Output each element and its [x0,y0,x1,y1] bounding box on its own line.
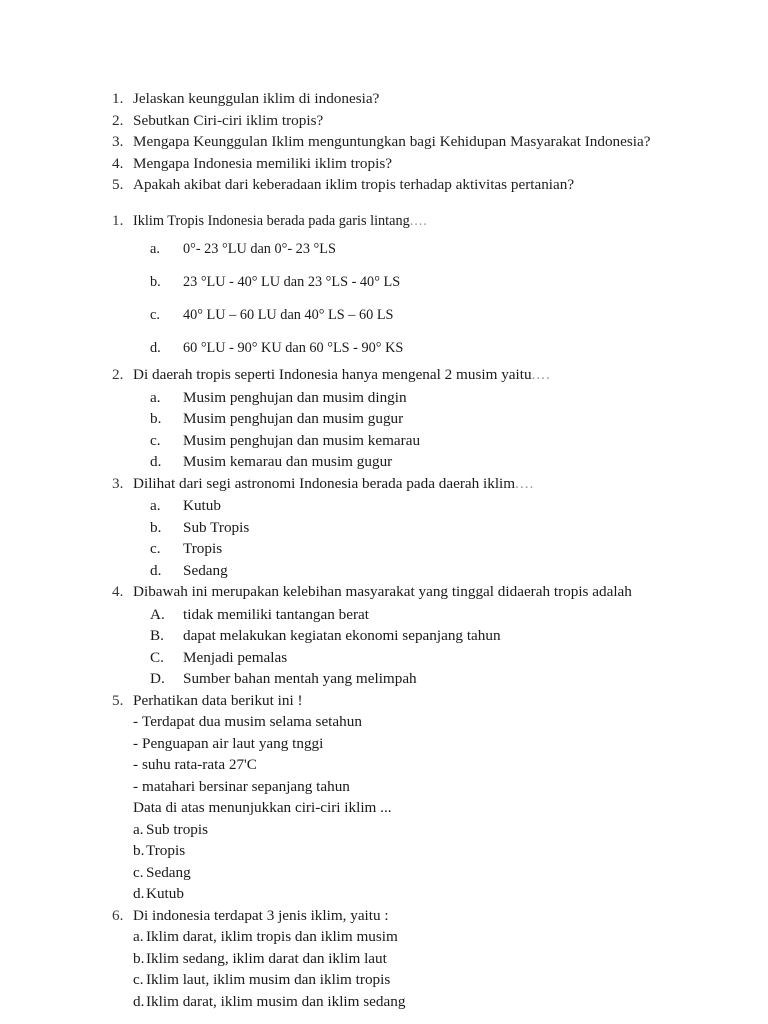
option-row[interactable] [112,430,692,452]
essay-item [112,131,692,153]
option-row[interactable] [112,495,692,517]
option-text: Kutub [183,497,221,515]
option-row[interactable] [112,387,692,409]
option-list [112,604,692,690]
question-number: 1. [112,211,124,229]
option-text: 60 °LU - 90° KU dan 60 °LS - 90° KS [183,339,404,357]
option-letter: a. [150,497,161,515]
option-row[interactable] [133,969,692,991]
option-letter: b. [133,949,145,967]
data-list-item [133,754,692,776]
question-line [112,473,692,495]
option-letter: b. [150,518,162,536]
option-text: Tropis [183,540,223,558]
option-text: Musim kemarau dan musim gugur [183,453,393,471]
option-text: dapat melakukan kegiatan ekonomi sepanjang tahun [183,627,501,645]
multiple-choice-list [112,210,692,1013]
option-letter: d. [150,339,161,357]
option-row[interactable] [133,991,692,1013]
mc-question-1 [112,210,692,365]
mc-question-2 [112,364,692,473]
mc-question-5 [112,690,692,905]
data-text: suhu rata-rata 27'C [142,756,257,774]
option-letter: c. [150,306,160,324]
question-line [112,210,692,232]
option-row[interactable] [133,883,692,905]
option-text: Iklim darat, iklim tropis dan iklim musim [146,928,398,946]
essay-item [112,110,692,132]
option-text: Menjadi pemalas [183,648,288,666]
essay-question-list [112,88,692,196]
question-body: Dibawah ini merupakan kelebihan masyarakat yang tinggal didaerah tropis adalah [133,583,632,601]
essay-text: Sebutkan Ciri-ciri iklim tropis? [133,111,324,129]
dash-marker: - [133,734,139,752]
question-line [112,364,692,386]
option-text: Sedang [183,561,228,579]
option-text: Musim penghujan dan musim dingin [183,388,407,406]
question-body: Iklim Tropis Indonesia berada pada garis lintang [133,211,410,229]
option-text: Kutub [146,885,184,903]
essay-text: Mengapa Indonesia memiliki iklim tropis? [133,154,392,172]
document-content [112,88,692,1012]
option-letter: c. [133,863,144,881]
option-row[interactable] [112,604,692,626]
option-text: 23 °LU - 40° LU dan 23 °LS - 40° LS [183,273,401,291]
option-row[interactable] [112,625,692,647]
question-text [133,364,692,386]
question-line [112,905,692,927]
option-letter: b. [150,410,162,428]
option-row[interactable] [133,819,692,841]
question-line [112,581,692,603]
option-row[interactable] [112,265,692,298]
option-row[interactable] [112,408,692,430]
question-number: 2. [112,366,124,384]
option-letter: d. [150,453,162,471]
option-text: Musim penghujan dan musim gugur [183,410,404,428]
option-letter: b. [150,273,161,291]
option-letter: c. [133,971,144,989]
option-row[interactable] [112,668,692,690]
option-letter: c. [150,431,161,449]
option-row[interactable] [112,538,692,560]
essay-item [112,174,692,196]
option-text: Iklim laut, iklim musim dan iklim tropis [146,971,391,989]
data-list-item [133,776,692,798]
question-ellipsis: .... [531,366,551,384]
option-letter: d. [133,992,145,1010]
essay-item [112,153,692,175]
essay-item [112,88,692,110]
dash-marker: - [133,777,139,795]
data-text: Terdapat dua musim selama setahun [142,713,362,731]
question-line [112,690,692,712]
question-text [133,210,658,232]
option-row[interactable] [112,331,692,364]
option-list [112,232,692,364]
option-row[interactable] [112,298,692,331]
essay-number: 5. [112,176,124,194]
question-number: 4. [112,583,124,601]
question-text: Perhatikan data berikut ini ! [133,691,303,709]
option-text: Iklim sedang, iklim darat dan iklim laut [146,949,387,967]
option-row[interactable] [133,948,692,970]
option-list [112,387,692,473]
data-text: matahari bersinar sepanjang tahun [142,777,350,795]
option-letter: d. [150,561,162,579]
option-text: Musim penghujan dan musim kemarau [183,431,421,449]
question-body: Dilihat dari segi astronomi Indonesia berada pada daerah iklim [133,474,516,492]
option-list [133,819,692,905]
question-number: 3. [112,474,124,492]
option-row[interactable] [133,840,692,862]
option-letter: a. [133,820,144,838]
mc-question-6 [112,905,692,1013]
question-number: 5. [112,691,124,709]
question-prompt: Data di atas menunjukkan ciri-ciri iklim ... [133,799,392,817]
dash-marker: - [133,713,139,731]
option-row[interactable] [133,926,692,948]
mc-question-3 [112,473,692,582]
option-list [112,495,692,581]
option-letter: a. [133,928,144,946]
option-text: 0°- 23 °LU dan 0°- 23 °LS [183,240,336,258]
question-option-block [112,926,692,1012]
option-text: 40° LU – 60 LU dan 40° LS – 60 LS [183,306,394,324]
question-body: Di daerah tropis seperti Indonesia hanya mengenal 2 musim yaitu [133,366,532,384]
option-row[interactable] [112,451,692,473]
option-text: Sub Tropis [183,518,250,536]
option-letter: A. [150,605,165,623]
option-letter: C. [150,648,164,666]
option-letter: D. [150,670,165,688]
question-text: Di indonesia terdapat 3 jenis iklim, yaitu : [133,906,389,924]
option-row[interactable] [112,647,692,669]
option-text: Sumber bahan mentah yang melimpah [183,670,417,688]
option-text: tidak memiliki tantangan berat [183,605,369,623]
question-text [133,473,692,495]
option-letter: a. [150,240,160,258]
option-row[interactable] [133,862,692,884]
dash-marker: - [133,756,139,774]
question-ellipsis: .... [515,474,535,492]
essay-number: 2. [112,111,124,129]
mc-question-4 [112,581,692,690]
option-letter: B. [150,627,164,645]
essay-text: Jelaskan keunggulan iklim di indonesia? [133,90,380,107]
essay-text: Mengapa Keunggulan Iklim menguntungkan bagi Kehidupan Masyarakat Indonesia? [133,133,651,151]
option-letter: b. [133,842,145,860]
data-text: Penguapan air laut yang tnggi [142,734,324,752]
essay-number: 1. [112,90,124,107]
essay-number: 4. [112,154,124,172]
data-list-item [133,711,692,733]
option-list [133,926,692,1012]
question-ellipsis: .... [409,211,428,229]
essay-number: 3. [112,133,124,151]
option-letter: c. [150,540,161,558]
option-row[interactable] [112,560,692,582]
essay-text: Apakah akibat dari keberadaan iklim tropis terhadap aktivitas pertanian? [133,176,575,194]
option-text: Sedang [146,863,191,881]
option-text: Iklim darat, iklim musim dan iklim sedang [146,992,406,1010]
data-list-item [133,733,692,755]
option-row[interactable] [112,232,692,265]
question-number: 6. [112,906,124,924]
option-row[interactable] [112,517,692,539]
question-text [133,581,692,603]
question-data-block [112,711,692,905]
option-letter: a. [150,388,161,406]
option-text: Sub tropis [146,820,209,838]
option-letter: d. [133,885,145,903]
option-text: Tropis [146,842,186,860]
